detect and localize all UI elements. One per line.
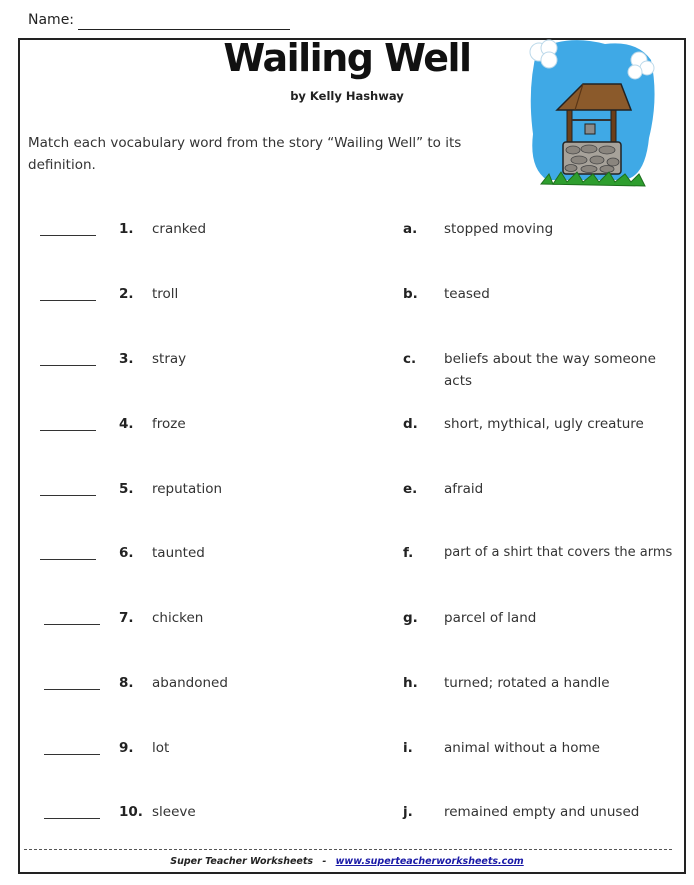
item-number: 6. — [119, 545, 134, 561]
matching-row — [0, 675, 694, 715]
definition-text: remained empty and unused — [444, 804, 640, 820]
matching-row — [0, 351, 694, 391]
answer-blank[interactable] — [44, 818, 100, 819]
answer-blank[interactable] — [40, 430, 96, 431]
item-number: 10. — [119, 804, 143, 820]
definition-text: parcel of land — [444, 610, 537, 626]
definition-text: animal without a home — [444, 740, 600, 756]
matching-row — [0, 545, 694, 585]
footer-separator: - — [322, 856, 327, 867]
matching-row — [0, 481, 694, 521]
definition-letter: g. — [403, 610, 418, 626]
vocab-word: lot — [152, 740, 170, 756]
definition-letter: i. — [403, 740, 413, 756]
footer-brand: Super Teacher Worksheets — [170, 856, 314, 867]
matching-row — [0, 286, 694, 326]
definition-letter: h. — [403, 675, 418, 691]
footer-link[interactable]: www.superteacherworksheets.com — [335, 856, 524, 867]
answer-blank[interactable] — [40, 495, 96, 496]
vocab-word: chicken — [152, 610, 204, 626]
item-number: 7. — [119, 610, 134, 626]
item-number: 2. — [119, 286, 134, 302]
item-number: 1. — [119, 221, 134, 237]
answer-blank[interactable] — [40, 559, 96, 560]
definition-letter: b. — [403, 286, 418, 302]
matching-row — [0, 610, 694, 650]
answer-blank[interactable] — [44, 754, 100, 755]
item-number: 9. — [119, 740, 134, 756]
answer-blank[interactable] — [40, 300, 96, 301]
definition-text: teased — [444, 286, 490, 302]
footer-divider — [24, 849, 672, 850]
definition-letter: f. — [403, 545, 414, 561]
definition-letter: c. — [403, 351, 417, 367]
definition-letter: d. — [403, 416, 418, 432]
name-line[interactable] — [78, 29, 290, 30]
page-title: Wailing Well — [223, 36, 471, 80]
matching-row — [0, 221, 694, 261]
definition-text: turned; rotated a handle — [444, 675, 610, 691]
item-number: 8. — [119, 675, 134, 691]
footer — [0, 856, 694, 867]
vocab-word: taunted — [152, 545, 205, 561]
matching-row — [0, 740, 694, 780]
item-number: 5. — [119, 481, 134, 497]
vocab-word: troll — [152, 286, 179, 302]
definition-text: part of a shirt that covers the arms — [444, 545, 673, 560]
vocab-word: cranked — [152, 221, 207, 237]
vocab-word: stray — [152, 351, 187, 367]
item-number: 4. — [119, 416, 134, 432]
vocab-word: abandoned — [152, 675, 228, 691]
answer-blank[interactable] — [40, 365, 96, 366]
definition-text: afraid — [444, 481, 484, 497]
definition-text: beliefs about the way someone acts — [444, 351, 656, 389]
answer-blank[interactable] — [44, 624, 100, 625]
answer-blank[interactable] — [44, 689, 100, 690]
definition-letter: e. — [403, 481, 418, 497]
wishing-well-icon — [527, 38, 655, 194]
answer-blank[interactable] — [40, 235, 96, 236]
name-label: Name: — [28, 12, 75, 28]
matching-row — [0, 416, 694, 456]
matching-row — [0, 804, 694, 844]
item-number: 3. — [119, 351, 134, 367]
definition-text: stopped moving — [444, 221, 554, 237]
instructions: Match each vocabulary word from the story “Wailing Well” to its definition. — [28, 135, 462, 173]
vocab-word: sleeve — [152, 804, 196, 820]
definition-letter: a. — [403, 221, 418, 237]
definition-text: short, mythical, ugly creature — [444, 416, 644, 432]
definition-letter: j. — [403, 804, 413, 820]
vocab-word: froze — [152, 416, 186, 432]
byline: by Kelly Hashway — [290, 89, 404, 103]
vocab-word: reputation — [152, 481, 223, 497]
